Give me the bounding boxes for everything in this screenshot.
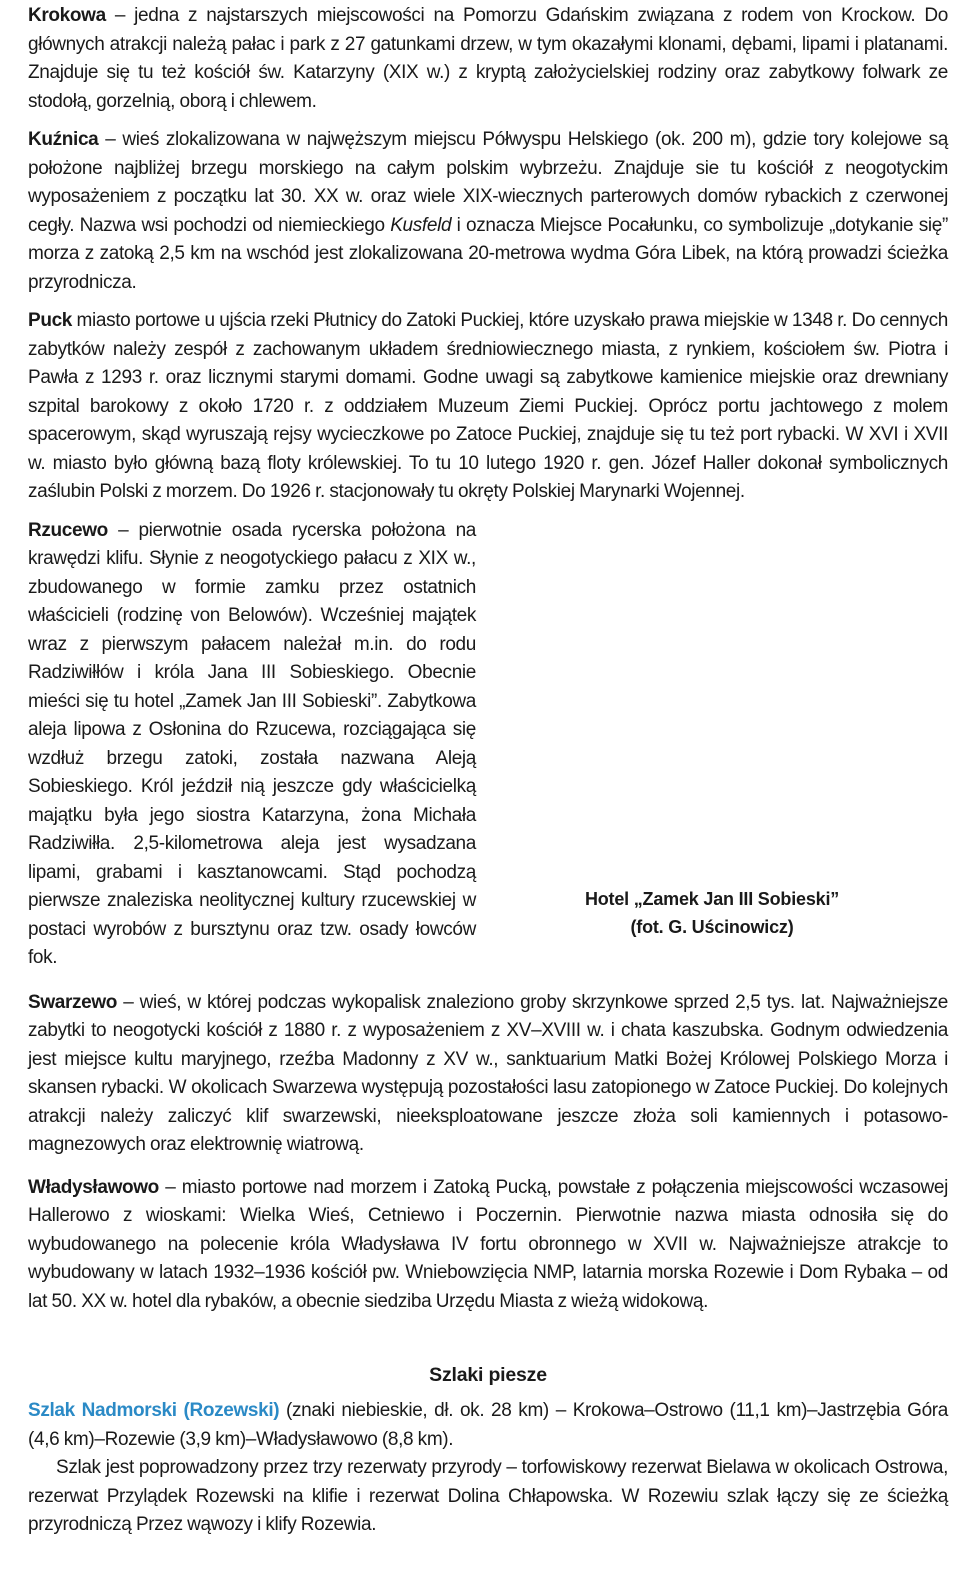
entry-swarzewo	[28, 989, 948, 1160]
section-heading: Szlaki piesze	[429, 1364, 547, 1386]
rzucewo-section	[28, 517, 948, 973]
entry-term: Swarzewo	[28, 991, 118, 1013]
entry-term: Władysławowo	[28, 1176, 159, 1198]
entry-rzucewo	[28, 517, 476, 973]
entry-text: miasto portowe u ujścia rzeki Płutnicy do Zatoki Puckiej, które uzyskało prawa miejskie w 1348 r. Do cennych zabytków należy zespół z zachowanym układem średniowiecznego miasta, z rynkiem, kościołem św. Piotra i Pawła z 1293 r. oraz licznymi starymi domami. Godne uwagi są zabytkowe kamienice miejskie oraz drewniany szpital barokowy z około 1720 r. z oddziałem Muzeum Ziemi Puckiej. Oprócz portu jachtowego z molem spacerowym, skąd wyruszają rejsy wycieczkowe po Zatoce Puckiej, znajduje się tu też port rybacki. W XVI i XVII w. miasto było główną bazą floty królewskiej. To tu 10 lutego 1920 r. gen. Józef Haller dokonał symbolicznych zaślubin Polski z morzem. Do 1926 r. stacjonowały tu okręty Polskiej Marynarki Wojennej.	[28, 310, 948, 502]
entry-text: i oznacza Miejsce Pocałunku, co symbolizuje „dotykanie się” morza z zatoką 2,5 km na wschód jest zlokalizowana 20-metrowa wydma Góra Libek, na którą prowadzi ścieżka przyrodnicza.	[28, 214, 948, 293]
entry-wladyslawowo	[28, 1174, 948, 1317]
entry-italic-word: Kusfeld	[390, 214, 452, 236]
caption-title: Hotel „Zamek Jan III Sobieski”	[584, 888, 840, 909]
photo-area	[476, 517, 948, 973]
trail-entry	[28, 1397, 948, 1454]
entry-text: – wieś zlokalizowana w najwęższym miejscu Półwyspu Helskiego (ok. 200 m), gdzie tory kolejowe są położone najbliżej brzegu morskiego na całym polskim wybrzeżu. Znajduje sie tu kościół z neogotyckim wyposażeniem z początku lat 30. XX w. oraz wiele XIX-wiecznych parterowych domów rybackich z czerwonej cegły. Nazwa wsi pochodzi od niemieckiego	[28, 129, 948, 236]
entry-text: – jedna z najstarszych miejscowości na Pomorzu Gdańskim związana z rodem von Krockow. Do głównych atrakcji należą pałac i park z 27 gatunkami drzew, w tym okazałymi klonami, dębami, lipami i platanami. Znajduje się tu też kościół św. Katarzyny (XIX w.) z kryptą założycielskiej rodziny oraz zabytkowy folwark ze stodołą, gorzelnią, oborą i chlewem.	[28, 5, 948, 112]
trail-name: Szlak Nadmorski (Rozewski)	[28, 1400, 280, 1421]
rzucewo-text-column	[28, 517, 476, 973]
photo-caption	[476, 885, 948, 941]
entry-term: Kuźnica	[28, 129, 99, 150]
caption-credit: (fot. G. Uścinowicz)	[630, 916, 794, 937]
entry-term: Krokowa	[28, 5, 106, 26]
entry-text: – pierwotnie osada rycerska położona na krawędzi klifu. Słynie z neogotyckiego pałacu z XIX w., zbudowanego w formie zamku przez ostatnich właścicieli (rodzinę von Belowów). Wcześniej majątek wraz z pierwszym pałacem należał m.in. do rodu Radziwiłłów i króla Jana III Sobieskiego. Obecnie mieści się tu hotel „Zamek Jan III Sobieski”. Zabytkowa aleja lipowa z Osłonina do Rzucewa, rozciągająca się wzdłuż brzegu zatoki, została nazwana Aleją Sobieskiego. Król jeździł nią jeszcze gdy właścicielką majątku była jego siostra Katarzyna, żona Michała Radziwiłła. 2,5-kilometrowa aleja jest wysadzana lipami, grabami i kasztanowcami. Stąd pochodzą pierwsze znaleziska neolitycznej kultury rzucewskiej w postaci wyrobów z bursztynu oraz tzw. osady łowców fok.	[28, 519, 476, 968]
entry-puck	[28, 307, 948, 507]
entry-krokowa	[28, 2, 948, 116]
entry-term: Puck	[28, 310, 73, 331]
entry-text: – miasto portowe nad morzem i Zatoką Pucką, powstałe z połączenia miejscowości wczasowej Hallerowo z wioskami: Wielka Wieś, Cetniewo i Poczernin. Pierwotnie nazwa miasta odnosiła się do wybudowanego na polecenie króla Władysława IV fortu obronnego w XVII w. Najważniejsze atrakcje to wybudowany w latach 1932–1936 kościół pw. Wniebowzięcia NMP, latarnia morska Rozewie i Dom Rybaka – od lat 50. XX w. hotel dla rybaków, a obecnie siedziba Urzędu Miasta z wieżą widokową.	[28, 1176, 948, 1312]
entry-term: Rzucewo	[28, 519, 108, 541]
trail-description: Szlak jest poprowadzony przez trzy rezerwaty przyrody – torfowiskowy rezerwat Bielawa w okolicach Ostrowa, rezerwat Przylądek Rozewski na klifie i rezerwat Dolina Chłapowska. W Rozewiu szlak łączy się ze ścieżką przyrodniczą Przez wąwozy i klify Rozewia.	[28, 1457, 948, 1535]
trail-route: (znaki niebieskie, dł. ok. 28 km) – Krokowa–Ostrowo (11,1 km)–Jastrzębia Góra (4,6 km)–Rozewie (3,9 km)–Władysławowo (8,8 km).	[28, 1400, 948, 1450]
entry-kuznica	[28, 126, 948, 297]
document-page	[28, 0, 948, 1540]
entry-text: – wieś, w której podczas wykopalisk znaleziono groby skrzynkowe sprzed 2,5 tys. lat. Najważniejsze zabytki to neogotycki kościół z 1880 r. z wyposażeniem z XV–XVIII w. i chata kaszubska. Godnym odwiedzenia jest miejsce kultu maryjnego, rzeźba Madonny z XV w., sanktuarium Matki Bożej Królowej Polskiego Morza i skansen rybacki. W okolicach Swarzewa występują pozostałości lasu zatopionego w Zatoce Puckiej. Do kolejnych atrakcji należy zaliczyć klif swarzewski, nieeksploatowane jeszcze złoża soli kamiennych i potasowo-magnezowych oraz elektrownię wiatrową.	[28, 991, 948, 1155]
